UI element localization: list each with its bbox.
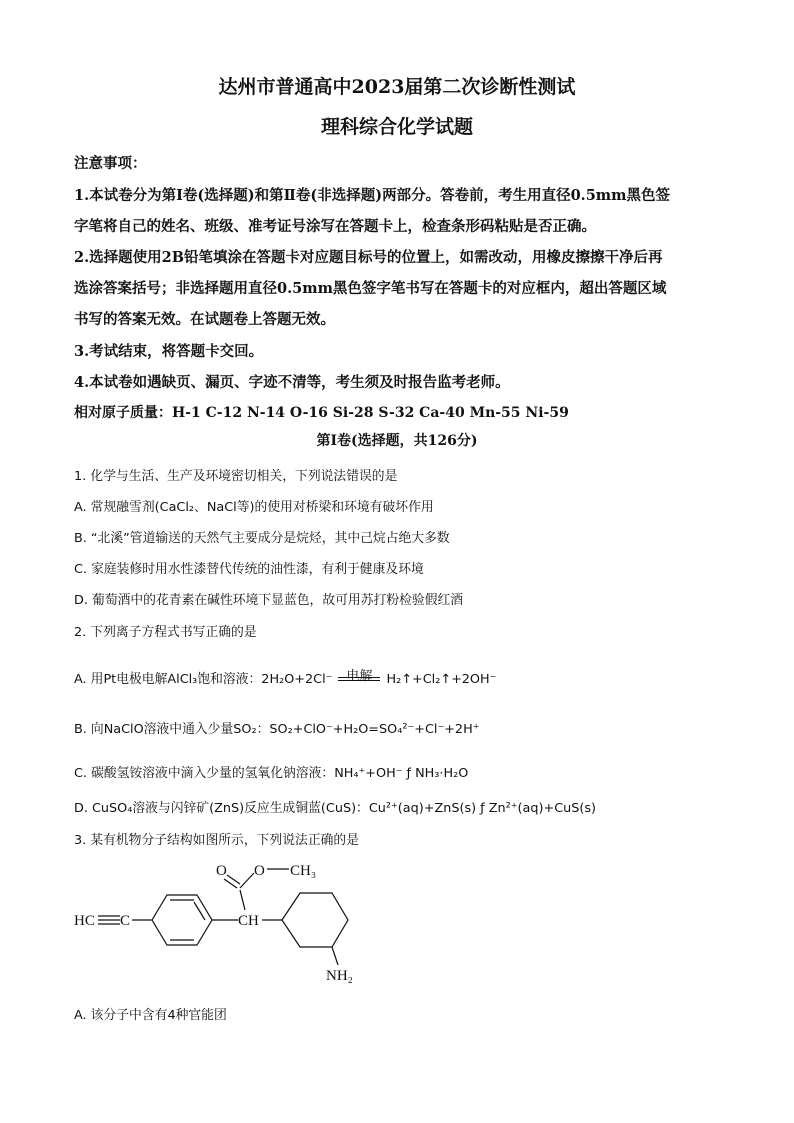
mol-c: C [120, 913, 131, 929]
cyclohexane-ring [282, 893, 348, 947]
notes-line-7: 4.本试卷如遇缺页、漏页、字迹不清等，考生须及时报告监考老师。 [74, 374, 510, 391]
q1-option-b: B. “北溪”管道输送的天然气主要成分是烷烃，其中己烷占绝大多数 [74, 531, 450, 546]
q1-option-a: A. 常规融雪剂(CaCl₂、NaCl等)的使用对桥梁和环境有破坏作用 [74, 500, 434, 515]
mol-hc: HC [74, 913, 95, 929]
bond-ch-co [240, 890, 245, 910]
notes-line-4: 选涂答案括号；非选择题用直径0.5mm黑色签字笔书写在答题卡的对应框内，超出答题区域 [74, 280, 667, 297]
notes-heading: 注意事项： [74, 155, 147, 172]
mol-ch3: CH₃ [290, 863, 317, 879]
q2-a-right: H₂↑+Cl₂↑+2OH⁻ [386, 672, 497, 687]
atomic-masses: 相对原子质量：H-1 C-12 N-14 O-16 Si-28 S-32 Ca-40 Mn-55 Ni-59 [74, 405, 569, 421]
section-heading: 第Ⅰ卷(选择题，共126分) [316, 433, 478, 449]
mol-o-ester: O [254, 863, 265, 879]
q3-stem: 3. 某有机物分子结构如图所示，下列说法正确的是 [74, 833, 360, 848]
exam-subtitle: 理科综合化学试题 [320, 116, 473, 138]
q2-a-left: A. 用Pt电极电解AlCl₃饱和溶液：2H₂O+2Cl⁻ [74, 672, 333, 687]
bond-c-o [240, 873, 254, 888]
electrolysis-label: 电解 [346, 669, 373, 684]
q2-option-d: D. CuSO₄溶液与闪锌矿(ZnS)反应生成铜蓝(CuS)：Cu²⁺(aq)+ZnS(s) ƒ Zn²⁺(aq)+CuS(s) [74, 801, 597, 816]
exam-title: 达州市普通高中2023届第二次诊断性测试 [218, 76, 576, 98]
molecule-structure [70, 855, 370, 995]
bond-nh2 [332, 947, 338, 965]
q2-option-a [74, 668, 496, 687]
notes-line-2: 字笔将自己的姓名、班级、准考证号涂写在答题卡上，检查条形码粘贴是否正确。 [74, 218, 596, 235]
notes-line-3: 2.选择题使用2B铅笔填涂在答题卡对应题目标号的位置上，如需改动，用橡皮擦擦干净后再 [74, 249, 663, 266]
q1-stem: 1. 化学与生活、生产及环境密切相关，下列说法错误的是 [74, 469, 398, 484]
benzene-ring [152, 895, 212, 945]
q3-option-a: A. 该分子中含有4种官能团 [74, 1008, 227, 1023]
mol-nh2: NH₂ [326, 968, 353, 984]
mol-ch: CH [238, 913, 259, 929]
q2-option-b: B. 向NaClO溶液中通入少量SO₂：SO₂+ClO⁻+H₂O=SO₄²⁻+Cl⁻+2H⁺ [74, 722, 480, 737]
mol-o-carbonyl: O [216, 863, 227, 879]
q2-option-c: C. 碳酸氢铵溶液中滴入少量的氢氧化钠溶液：NH₄⁺+OH⁻ ƒ NH₃·H₂O [74, 766, 469, 781]
notes-line-6: 3.考试结束，将答题卡交回。 [74, 343, 264, 360]
q1-option-c: C. 家庭装修时用水性漆替代传统的油性漆，有利于健康及环境 [74, 562, 424, 577]
notes-line-5: 书写的答案无效。在试题卷上答题无效。 [74, 311, 335, 328]
notes-line-1: 1.本试卷分为第Ⅰ卷(选择题)和第Ⅱ卷(非选择题)两部分。答卷前，考生用直径0.5mm黑色签 [74, 187, 670, 204]
q2-stem: 2. 下列离子方程式书写正确的是 [74, 625, 257, 640]
q1-option-d: D. 葡萄酒中的花青素在碱性环境下显蓝色，故可用苏打粉检验假红酒 [74, 593, 464, 608]
